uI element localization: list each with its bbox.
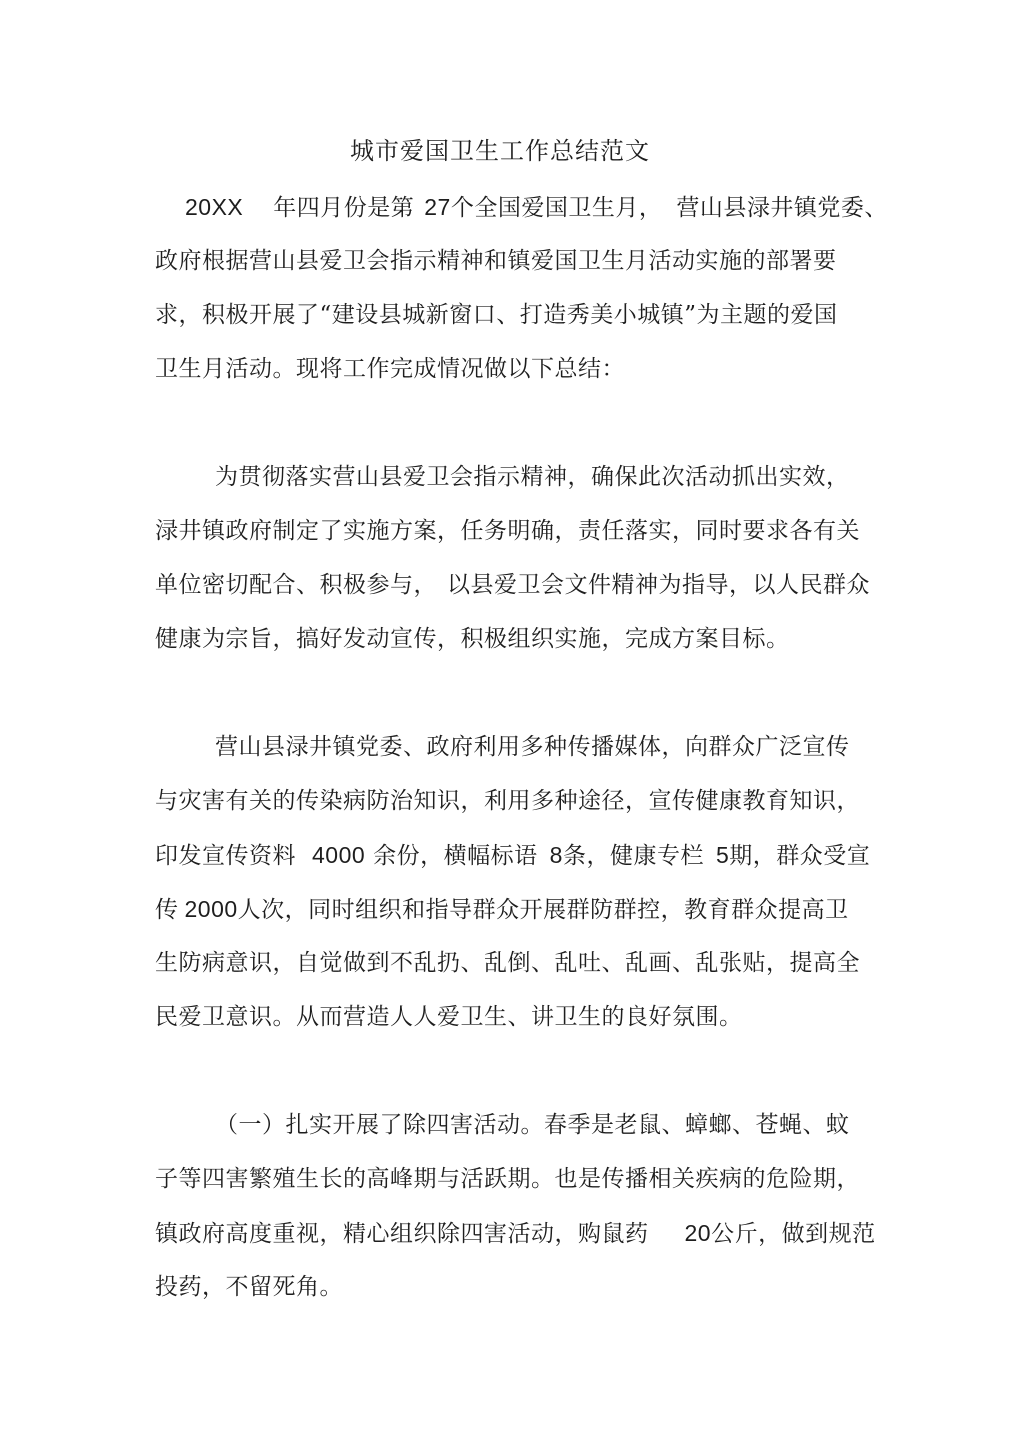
paragraph-3-line-1: 营山县渌井镇党委、政府利用多种传播媒体，向群众广泛宣传 xyxy=(215,734,850,760)
number-text: 5 xyxy=(715,842,730,868)
paragraph-3-line-5: 生防病意识，自觉做到不乱扔、乱倒、乱吐、乱画、乱张贴，提高全 xyxy=(155,950,860,976)
number-text: 2000 xyxy=(184,896,238,922)
text-segment: 人次，同时组织和指导群众开展群防群控，教育群众提高卫 xyxy=(237,897,849,923)
paragraph-4-line-3 xyxy=(155,1216,876,1251)
paragraph-4-line-4: 投药，不留死角。 xyxy=(155,1274,343,1300)
paragraph-2-line-2: 渌井镇政府制定了实施方案，任务明确，责任落实，同时要求各有关 xyxy=(155,518,860,544)
number-text: 20 xyxy=(684,1220,712,1246)
text-segment: 公斤，做到规范 xyxy=(711,1221,876,1247)
text-segment: 个全国爱国卫生月， xyxy=(450,195,663,221)
paragraph-2-line-4: 健康为宗旨，搞好发动宣传，积极组织实施，完成方案目标。 xyxy=(155,626,790,652)
number-text: 27 xyxy=(424,194,451,220)
text-segment: 单位密切配合、积极参与， xyxy=(155,572,437,598)
text-segment: 印发宣传资料 xyxy=(155,843,296,869)
number-text: 8 xyxy=(549,842,563,868)
text-segment: 条，健康专栏 xyxy=(562,843,704,869)
text-segment: 以县爱卫会文件精神为指导，以人民群众 xyxy=(447,572,870,598)
year-text: 20XX xyxy=(185,194,244,220)
paragraph-4-line-1: （一）扎实开展了除四害活动。春季是老鼠、蟑螂、苍蝇、蚊 xyxy=(215,1112,850,1138)
text-segment: 营山县渌井镇党委、 xyxy=(676,195,888,221)
paragraph-1-line-1 xyxy=(185,190,888,225)
paragraph-2-line-1: 为贯彻落实营山县爱卫会指示精神，确保此次活动抓出实效， xyxy=(215,464,850,490)
paragraph-4-line-2: 子等四害繁殖生长的高峰期与活跃期。也是传播相关疾病的危险期， xyxy=(155,1166,860,1192)
paragraph-3-line-4 xyxy=(155,892,849,927)
paragraph-1-line-3: 求，积极开展了“建设县城新窗口、打造秀美小城镇”为主题的爱国 xyxy=(155,302,838,328)
paragraph-1-line-4: 卫生月活动。现将工作完成情况做以下总结： xyxy=(155,356,625,382)
paragraph-3-line-6: 民爱卫意识。从而营造人人爱卫生、讲卫生的良好氛围。 xyxy=(155,1004,743,1030)
text-segment: 传 xyxy=(155,897,179,923)
paragraph-2-line-3 xyxy=(155,568,870,602)
document-title: 城市爱国卫生工作总结范文 xyxy=(350,137,650,165)
paragraph-3-line-2: 与灾害有关的传染病防治知识，利用多种途径，宣传健康教育知识， xyxy=(155,788,860,814)
text-segment: 期，群众受宣 xyxy=(729,843,871,869)
number-text: 4000 xyxy=(312,842,366,868)
text-segment: 年四月份是第 xyxy=(273,195,415,221)
paragraph-1-line-2: 政府根据营山县爱卫会指示精神和镇爱国卫生月活动实施的部署要 xyxy=(155,248,837,274)
paragraph-3-line-3 xyxy=(155,838,870,873)
text-segment: 镇政府高度重视，精心组织除四害活动，购鼠药 xyxy=(155,1221,649,1247)
text-segment: 余份，横幅标语 xyxy=(373,843,538,869)
